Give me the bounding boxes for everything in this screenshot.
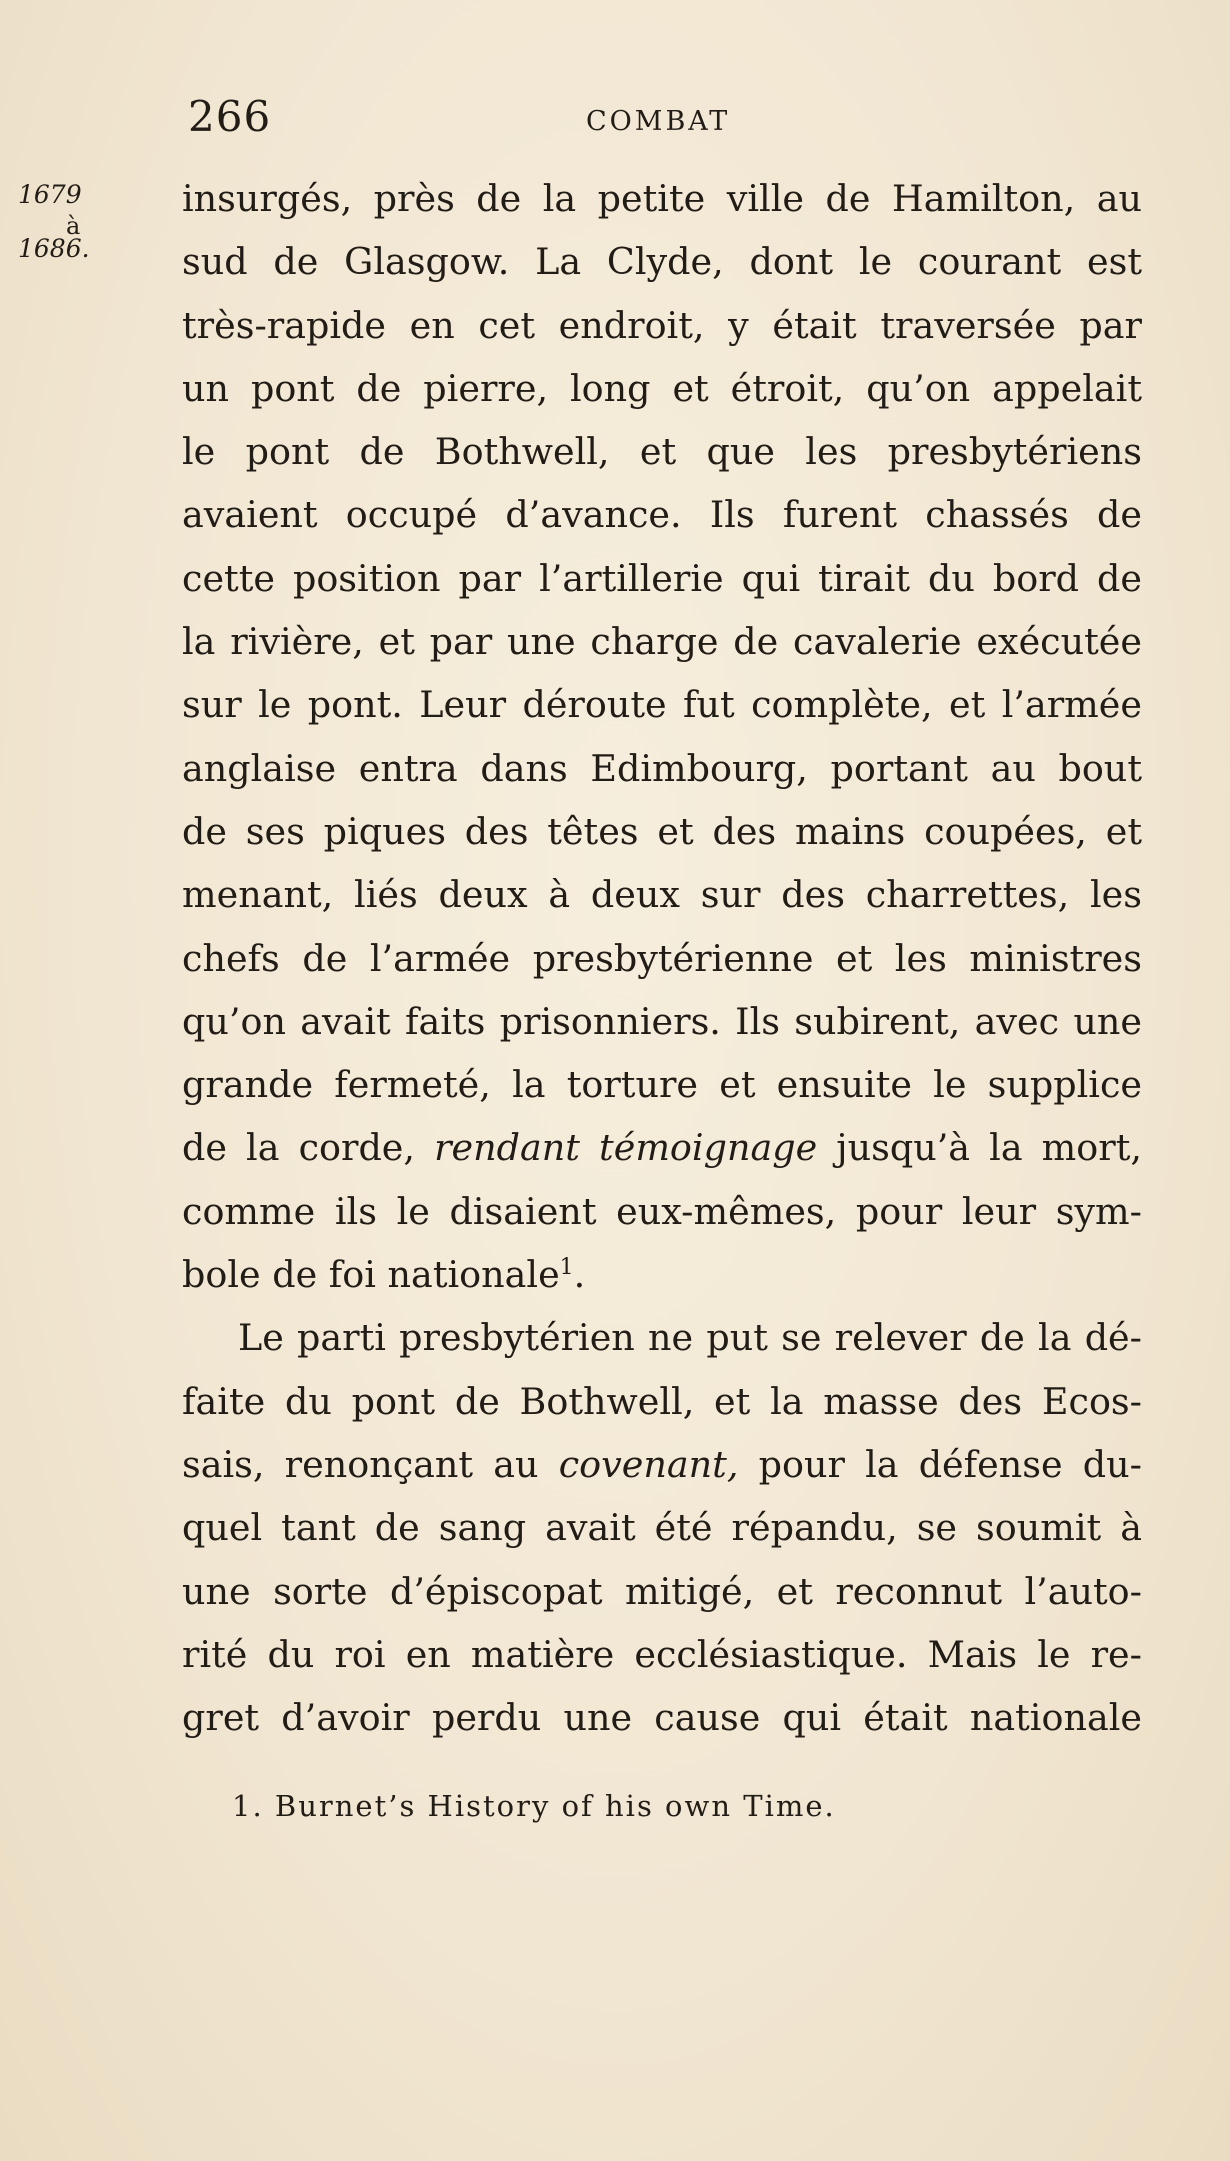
- text-line: une sorte d’épiscopat mitigé, et reconnut l’auto-: [182, 1569, 1142, 1613]
- text-line: faite du pont de Bothwell, et la masse des Ecos-: [182, 1379, 1142, 1423]
- text-line: cette position par l’artillerie qui tirait du bord de: [182, 556, 1142, 600]
- text-line: la rivière, et par une charge de cavalerie exécutée: [182, 620, 1142, 664]
- text-line: anglaise entra dans Edimbourg, portant au bout: [182, 746, 1142, 790]
- text-segment: .: [573, 1253, 586, 1297]
- text-line: gret d’avoir perdu une cause qui était nationale: [182, 1696, 1142, 1740]
- text-line: menant, liés deux à deux sur des charrettes, les: [182, 873, 1142, 917]
- page-number: 266: [188, 92, 272, 141]
- footnote: [232, 1789, 836, 1823]
- text-line: sud de Glasgow. La Clyde, dont le courant est: [182, 240, 1142, 284]
- text-line: [182, 1433, 1142, 1496]
- running-title: COMBAT: [586, 106, 731, 137]
- text-line: [182, 1243, 1142, 1306]
- footnote-number: 1.: [232, 1789, 264, 1823]
- page-header: [180, 92, 1130, 152]
- margin-connector: à: [66, 212, 81, 240]
- text-line: grande fermeté, la torture et ensuite le supplice: [182, 1063, 1142, 1107]
- text-segment: sais, renonçant au: [182, 1442, 559, 1486]
- text-line: avaient occupé d’avance. Ils furent chassés de: [182, 493, 1142, 537]
- text-line: qu’on avait faits prisonniers. Ils subirent, avec une: [182, 999, 1142, 1043]
- margin-year-start: 1679: [18, 180, 82, 209]
- text-segment: jusqu’à la mort,: [817, 1126, 1142, 1170]
- footnote-text: Burnet’s History of his own Time.: [274, 1789, 836, 1823]
- text-line: le pont de Bothwell, et que les presbytériens: [182, 430, 1142, 474]
- text-segment: de la corde,: [182, 1126, 435, 1170]
- text-segment: pour la défense du-: [738, 1442, 1142, 1486]
- margin-year-end: 1686.: [18, 234, 90, 263]
- text-line: très-rapide en cet endroit, y était traversée par: [182, 303, 1142, 347]
- text-line: insurgés, près de la petite ville de Hamilton, au: [182, 177, 1142, 220]
- footnote-reference[interactable]: 1: [559, 1254, 574, 1280]
- text-segment: bole de foi nationale: [182, 1253, 560, 1297]
- body-text: [182, 167, 1142, 1749]
- paragraph-start-line: Le parti presbytérien ne put se relever de la dé-: [238, 1316, 1142, 1360]
- text-line: chefs de l’armée presbytérienne et les ministres: [182, 936, 1142, 980]
- text-line: de ses piques des têtes et des mains coupées, et: [182, 809, 1142, 853]
- text-line: rité du roi en matière ecclésiastique. Mais le re-: [182, 1632, 1142, 1676]
- text-line: sur le pont. Leur déroute fut complète, et l’armée: [182, 683, 1142, 727]
- italic-phrase: rendant témoignage: [434, 1126, 818, 1170]
- text-line: [182, 1116, 1142, 1179]
- italic-phrase: covenant,: [558, 1442, 739, 1486]
- text-line: un pont de pierre, long et étroit, qu’on appelait: [182, 366, 1142, 410]
- text-line: comme ils le disaient eux-mêmes, pour leur sym-: [182, 1189, 1142, 1233]
- text-line: quel tant de sang avait été répandu, se soumit à: [182, 1506, 1142, 1550]
